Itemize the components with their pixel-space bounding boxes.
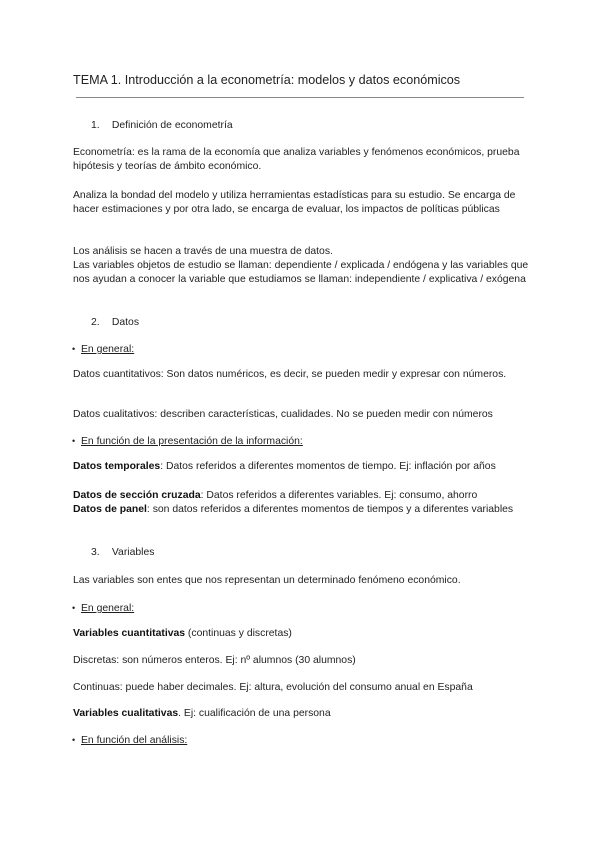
paragraph-datos-cuantitativos: Datos cuantitativos: Son datos numéricos, es decir, se pueden medir y expresar con números. [73,369,507,380]
definition-text: . Ej: cualificación de una persona [178,708,331,719]
section-number: 2. [91,317,100,328]
bullet-label: En general: [81,603,135,614]
term-variables-cuantitativas: Variables cuantitativas [73,628,186,639]
bullet-en-general-variables [72,601,134,616]
definition-text: : Datos referidos a diferentes variables. Ej: consumo, ahorro [200,490,478,501]
bullet-dot-icon: • [72,436,76,446]
paragraph-datos-cualitativos: Datos cualitativos: describen características, cualidades. No se pueden medir con números [73,409,493,420]
bullet-funcion-analisis [72,733,187,748]
paragraph-variables-cuantitativas [73,627,533,641]
section-number: 3. [91,547,100,558]
paragraph-datos-temporales [73,460,533,474]
definition-text: : son datos referidos a diferentes momentos de tiempos y a diferentes variables [146,504,514,515]
bullet-label: En función de la presentación de la información: [81,436,303,447]
term-variables-cualitativas: Variables cualitativas [73,708,179,719]
section-heading-variables [91,546,154,560]
paragraph-variables-estudio: Las variables objetos de estudio se llaman: dependiente / explicada / endógena y las variables que nos ayudan a conocer la variable que estudiamos se llaman: independiente / explicativa / exógena [73,260,529,286]
term-datos-temporales: Datos temporales [73,461,161,472]
paragraph-variables-cualitativas [73,707,533,721]
term-datos-panel: Datos de panel [73,504,147,515]
paragraph-muestra: Los análisis se hacen a través de una muestra de datos. [73,246,333,257]
definition-text: : Datos referidos a diferentes momentos de tiempo. Ej: inflación por años [160,461,496,472]
page-title: TEMA 1. Introducción a la econometría: modelos y datos económicos [73,73,461,87]
section-heading-datos [91,316,139,330]
bullet-en-general [72,342,134,357]
bullet-label: En función del análisis: [81,735,188,746]
section-heading-definicion [91,119,233,133]
bullet-dot-icon: • [72,603,76,613]
paragraph-bondad-modelo: Analiza la bondad del modelo y utiliza herramientas estadísticas para su estudio. Se encarga de hacer estimaciones y por otra lado, se encarga de evaluar, los impactos de políticas públicas [73,190,516,216]
bullet-presentacion [72,434,303,449]
bullet-label: En general: [81,344,135,355]
paragraph-datos-panel [73,503,533,517]
paragraph-discretas: Discretas: son números enteros. Ej: nº alumnos (30 alumnos) [73,655,356,666]
paragraph-variables-entes: Las variables son entes que nos representan un determinado fenómeno económico. [73,575,461,586]
bullet-dot-icon: • [72,735,76,745]
section-title: Datos [111,317,140,328]
paragraph-seccion-cruzada [73,489,533,503]
definition-text: (continuas y discretas) [185,628,292,639]
section-number: 1. [91,120,100,131]
section-title: Variables [111,547,155,558]
paragraph-definicion: Econometría: es la rama de la economía que analiza variables y fenómenos económicos, prueba hipótesis y teorías de ámbito económico. [73,147,520,173]
title-divider [76,97,524,98]
term-seccion-cruzada: Datos de sección cruzada [73,490,201,501]
bullet-dot-icon: • [72,344,76,354]
paragraph-continuas: Continuas: puede haber decimales. Ej: altura, evolución del consumo anual en España [73,682,473,693]
section-title: Definición de econometría [111,120,233,131]
